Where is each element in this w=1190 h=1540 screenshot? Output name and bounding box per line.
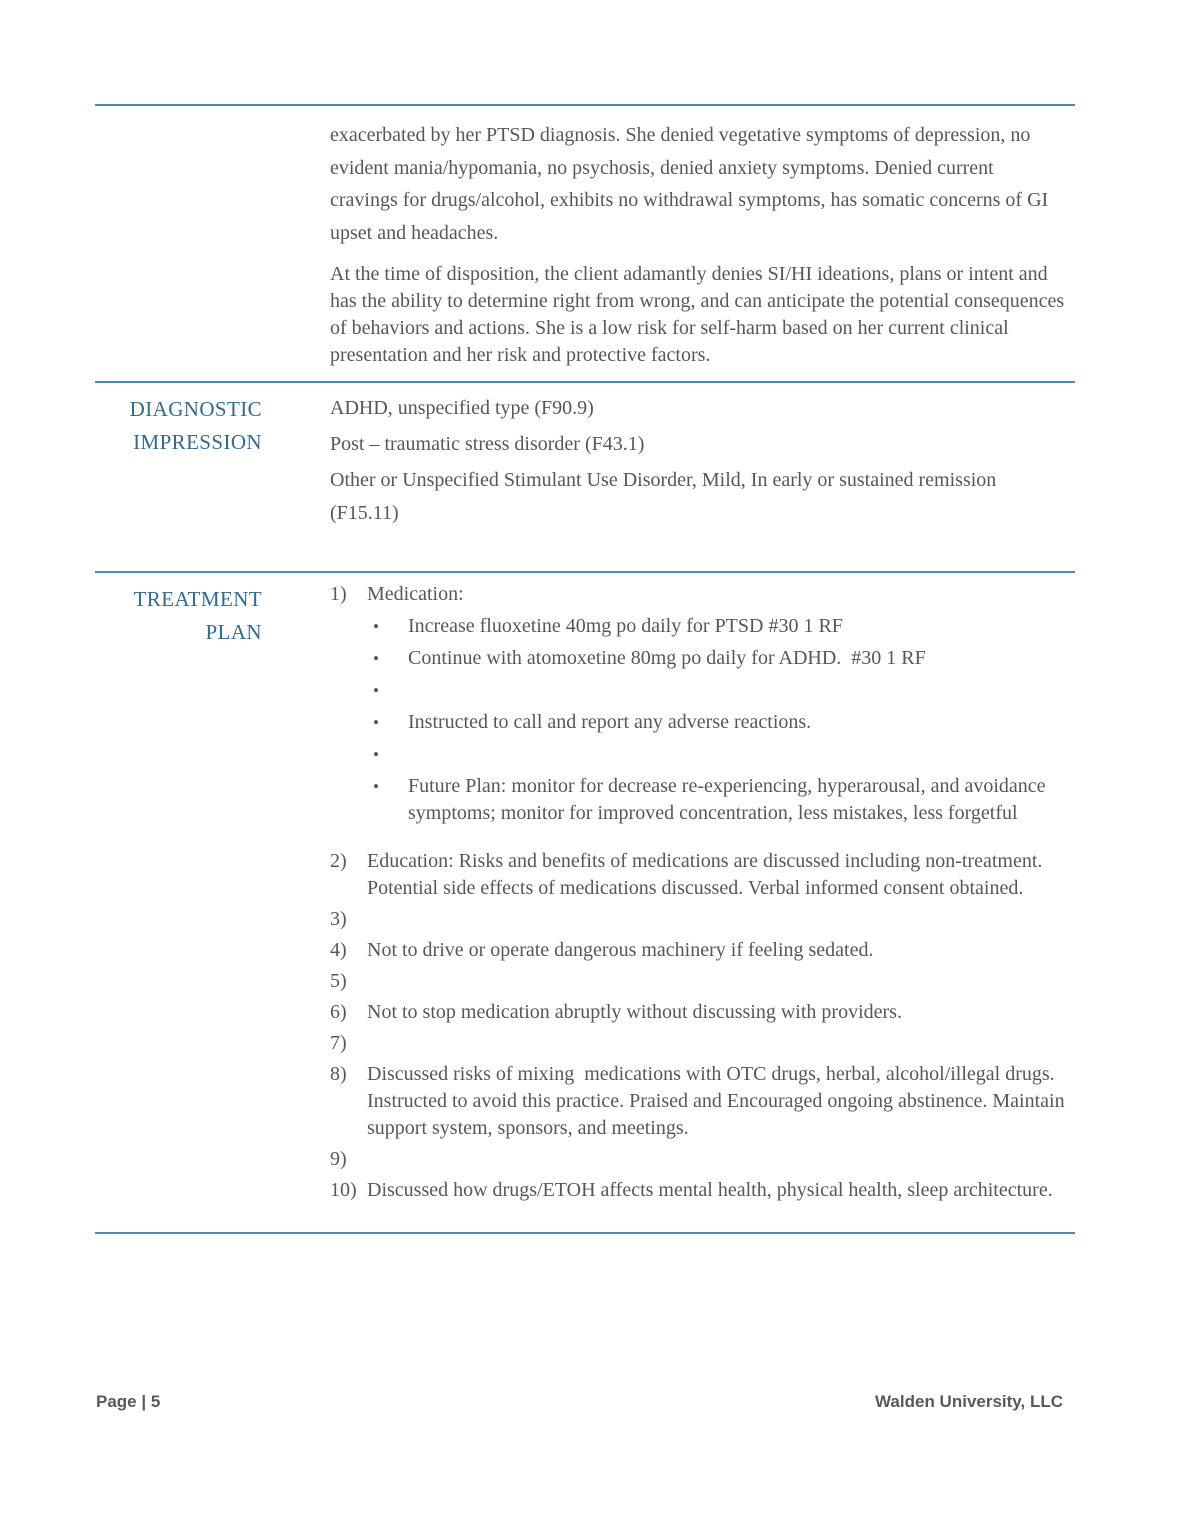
- row-continuation: [95, 104, 1075, 381]
- list-item: [330, 968, 1075, 995]
- list-item: [330, 1030, 1075, 1057]
- list-item-text: [367, 968, 1075, 995]
- bullet-text: [408, 677, 1069, 704]
- list-item: [330, 1177, 1075, 1204]
- section-label-treatment-plan: TREATMENT PLAN: [133, 587, 268, 644]
- continuation-paragraph-2: At the time of disposition, the client adamantly denies SI/HI ideations, plans or intent and has the ability to determine right from wrong, and can anticipate the potential consequences of behaviors and actions. She is a low risk for self-harm based on her current clinical presentation and her risk and protective factors.: [330, 263, 1070, 366]
- diagnostic-impression-content: [330, 383, 1075, 571]
- section-label-diagnostic-impression: DIAGNOSTIC IMPRESSION: [129, 397, 268, 454]
- footer-organization: Walden University, LLC: [875, 1392, 1063, 1411]
- treatment-plan-content: [330, 573, 1075, 1232]
- list-item-text: Discussed risks of mixing medications with OTC drugs, herbal, alcohol/illegal drugs. Instructed to avoid this practice. Praised and Encouraged ongoing abstinence. Maintain support system, sponsors, and meetings.: [367, 1063, 1070, 1139]
- list-item: [330, 937, 1075, 964]
- diagnosis-item: Post – traumatic stress disorder (F43.1): [330, 433, 645, 455]
- list-item: [373, 645, 1075, 672]
- list-item: [373, 677, 1075, 704]
- list-item-text: Medication:: [367, 583, 464, 605]
- bullet-text: Instructed to call and report any adverse reactions.: [408, 711, 812, 733]
- medication-bullet-list: [373, 613, 1075, 827]
- list-item-number: 10): [330, 1179, 357, 1201]
- bullet-icon: [373, 645, 408, 672]
- list-item-number: 1): [330, 583, 347, 605]
- diagnosis-item: Other or Unspecified Stimulant Use Disorder, Mild, In early or sustained remission (F15.11): [330, 469, 1002, 524]
- continuation-paragraph-1: exacerbated by her PTSD diagnosis. She denied vegetative symptoms of depression, no evident mania/hypomania, no psychosis, denied anxiety symptoms. Denied current cravings for drugs/alcohol, exhibits no withdrawal symptoms, has somatic concerns of GI upset and headaches.: [330, 124, 1054, 244]
- bullet-text: Increase fluoxetine 40mg po daily for PTSD #30 1 RF: [408, 615, 843, 637]
- bullet-icon: [373, 773, 408, 827]
- list-item: [373, 709, 1075, 736]
- list-item-number: 6): [330, 1001, 347, 1023]
- bullet-text: Future Plan: monitor for decrease re-experiencing, hyperarousal, and avoidance symptoms; monitor for improved concentration, less mistakes, less forgetful: [408, 775, 1051, 824]
- list-item: [330, 848, 1075, 902]
- list-item-number: 3): [330, 908, 347, 930]
- footer-page-number: Page | 5: [96, 1392, 161, 1411]
- list-item: [330, 1146, 1075, 1173]
- list-item: [330, 581, 1075, 832]
- bullet-icon: [373, 709, 408, 736]
- list-item-text: Not to stop medication abruptly without discussing with providers.: [367, 1001, 902, 1023]
- bullet-icon: [373, 741, 408, 768]
- section-label-empty: [95, 106, 262, 381]
- list-item-text: Not to drive or operate dangerous machinery if feeling sedated.: [367, 939, 874, 961]
- bullet-icon: [373, 677, 408, 704]
- list-item-text: [367, 1030, 1075, 1057]
- list-item: [373, 741, 1075, 768]
- list-item-number: 7): [330, 1032, 347, 1054]
- list-item-number: 4): [330, 939, 347, 961]
- list-item-text: [367, 1146, 1075, 1173]
- row-treatment-plan: [95, 571, 1075, 1232]
- bullet-text: Continue with atomoxetine 80mg po daily for ADHD. #30 1 RF: [408, 647, 926, 669]
- list-item-text: [367, 906, 1075, 933]
- list-item-number: 5): [330, 970, 347, 992]
- treatment-plan-list: [330, 581, 1075, 1204]
- list-item-number: 9): [330, 1148, 347, 1170]
- list-item: [330, 906, 1075, 933]
- list-item-text: Discussed how drugs/ETOH affects mental health, physical health, sleep architecture.: [367, 1179, 1053, 1201]
- list-item-body: [367, 581, 1075, 832]
- bullet-text: [408, 741, 1069, 768]
- clinical-note-table: [95, 104, 1075, 1234]
- list-item-text: Education: Risks and benefits of medications are discussed including non-treatment. Potential side effects of medications discussed. Verbal informed consent obtained.: [367, 850, 1048, 899]
- continuation-content: [330, 106, 1075, 381]
- list-item-number: 2): [330, 850, 347, 872]
- diagnosis-item: ADHD, unspecified type (F90.9): [330, 397, 594, 419]
- row-diagnostic-impression: [95, 381, 1075, 571]
- list-item-number: 8): [330, 1063, 347, 1085]
- list-item: [330, 999, 1075, 1026]
- list-item: [330, 1061, 1075, 1142]
- list-item: [373, 773, 1075, 827]
- bullet-icon: [373, 613, 408, 640]
- list-item: [373, 613, 1075, 640]
